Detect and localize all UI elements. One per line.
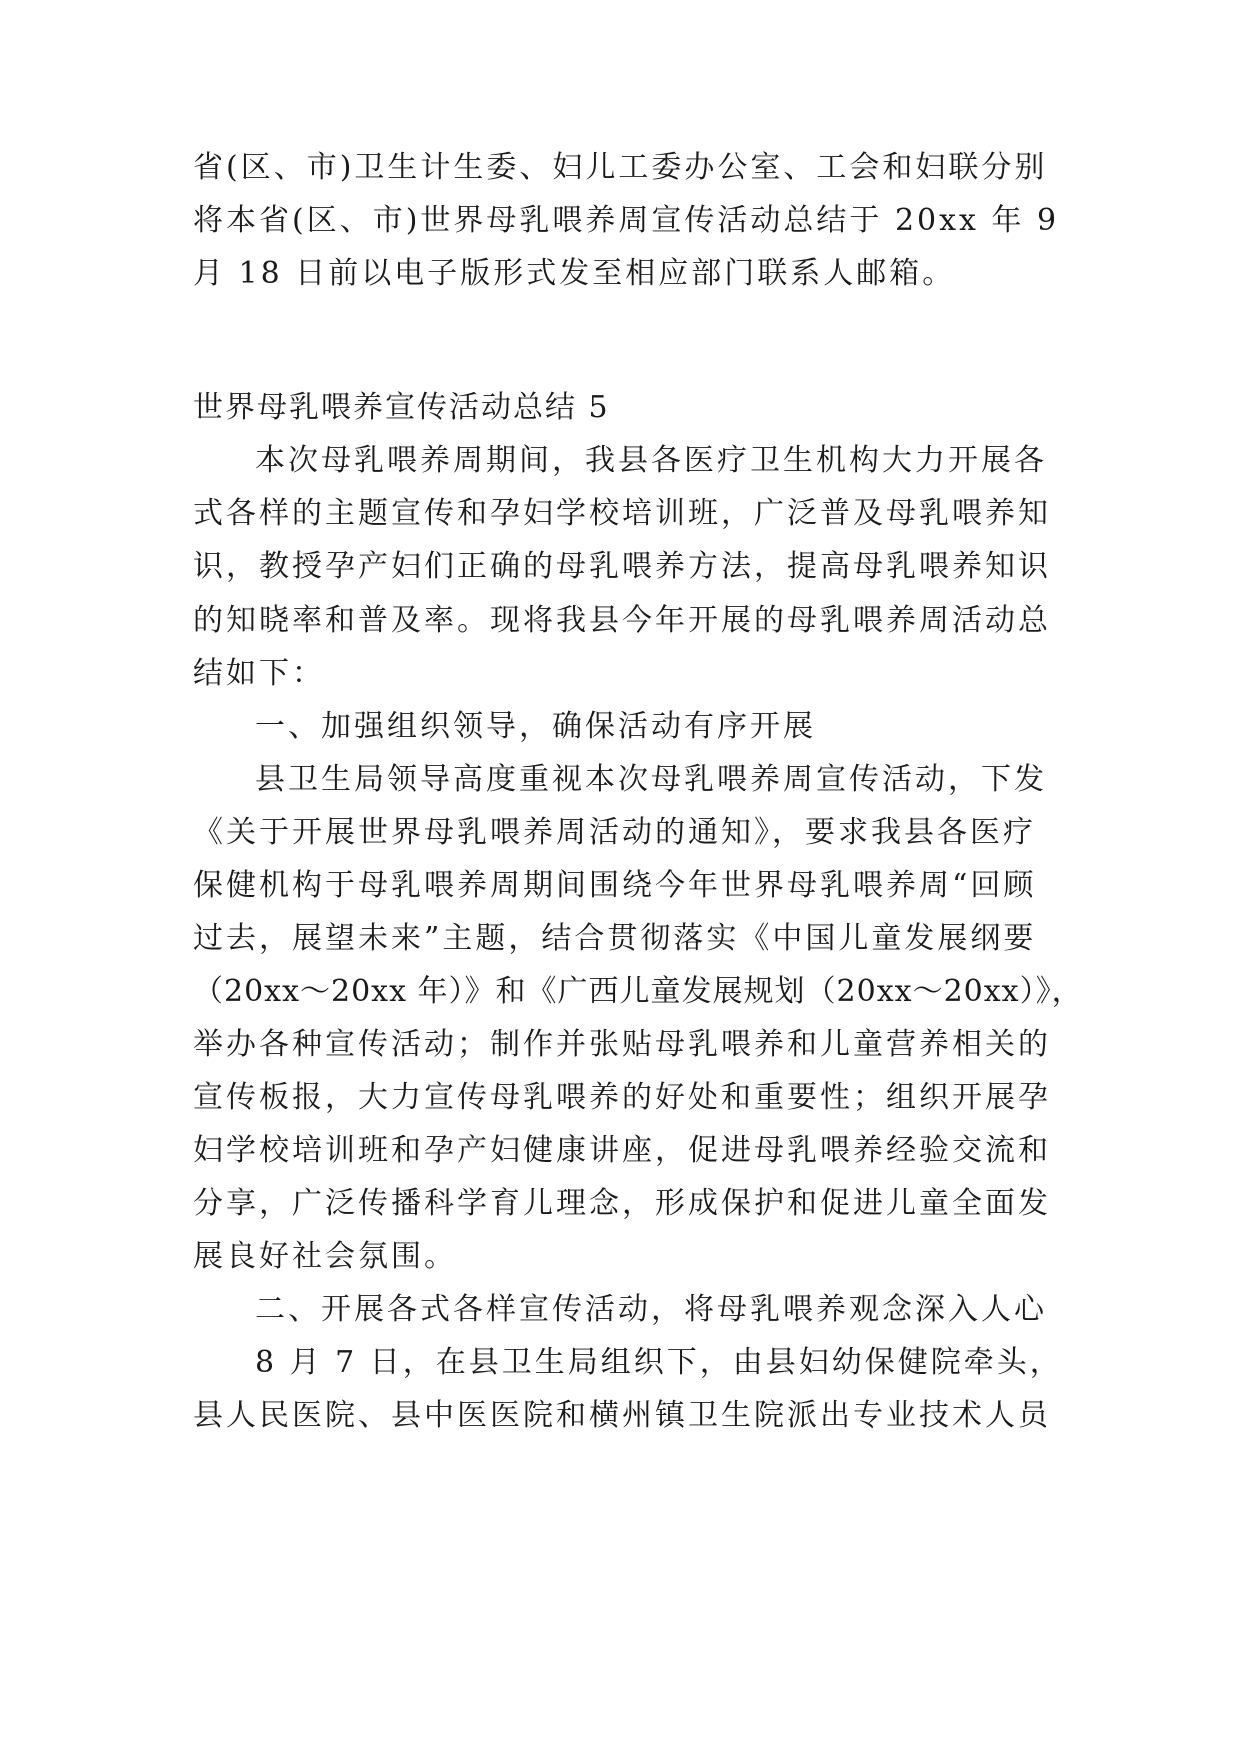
body-line: 展良好社会氛围。 — [193, 1239, 457, 1274]
body-line: 县卫生局领导高度重视本次母乳喂养周宣传活动，下发 — [255, 762, 1047, 797]
paragraph-line: 将本省(区、市)世界母乳喂养周宣传活动总结于 20xx 年 9 — [193, 203, 1060, 238]
intro-line: 本次母乳喂养周期间，我县各医疗卫生机构大力开展各 — [255, 443, 1047, 478]
section-title: 世界母乳喂养宣传活动总结 5 — [193, 390, 610, 425]
body-line: （20xx～20xx 年）》和《广西儿童发展规划（20xx～20xx）》， — [193, 974, 1083, 1009]
body-line: 保健机构于母乳喂养周期间围绕今年世界母乳喂养周“回顾 — [193, 868, 1037, 903]
subheading-1: 一、加强组织领导，确保活动有序开展 — [255, 709, 816, 744]
body-line: 过去，展望未来”主题，结合贯彻落实《中国儿童发展纲要 — [193, 921, 1037, 956]
intro-line: 结如下： — [193, 656, 325, 691]
intro-line: 识，教授孕产妇们正确的母乳喂养方法，提高母乳喂养知识 — [193, 549, 1051, 584]
body-line: 分享，广泛传播科学育儿理念，形成保护和促进儿童全面发 — [193, 1186, 1051, 1221]
body-line: 《关于开展世界母乳喂养周活动的通知》，要求我县各医疗 — [193, 815, 1036, 850]
body-line: 妇学校培训班和孕产妇健康讲座，促进母乳喂养经验交流和 — [193, 1133, 1051, 1168]
intro-line: 式各样的主题宣传和孕妇学校培训班，广泛普及母乳喂养知 — [193, 496, 1051, 531]
body-line: 县人民医院、县中医医院和横州镇卫生院派出专业技术人员 — [193, 1398, 1051, 1433]
body-line: 8 月 7 日，在县卫生局组织下，由县妇幼保健院牵头， — [255, 1345, 1063, 1380]
paragraph-line: 月 18 日前以电子版形式发至相应部门联系人邮箱。 — [193, 256, 956, 291]
paragraph-line: 省(区、市)卫生计生委、妇儿工委办公室、工会和妇联分别 — [193, 150, 1048, 185]
body-line: 宣传板报，大力宣传母乳喂养的好处和重要性；组织开展孕 — [193, 1080, 1051, 1115]
subheading-2: 二、开展各式各样宣传活动，将母乳喂养观念深入人心 — [255, 1292, 1047, 1327]
body-line: 举办各种宣传活动；制作并张贴母乳喂养和儿童营养相关的 — [193, 1027, 1051, 1062]
intro-line: 的知晓率和普及率。现将我县今年开展的母乳喂养周活动总 — [193, 603, 1051, 638]
